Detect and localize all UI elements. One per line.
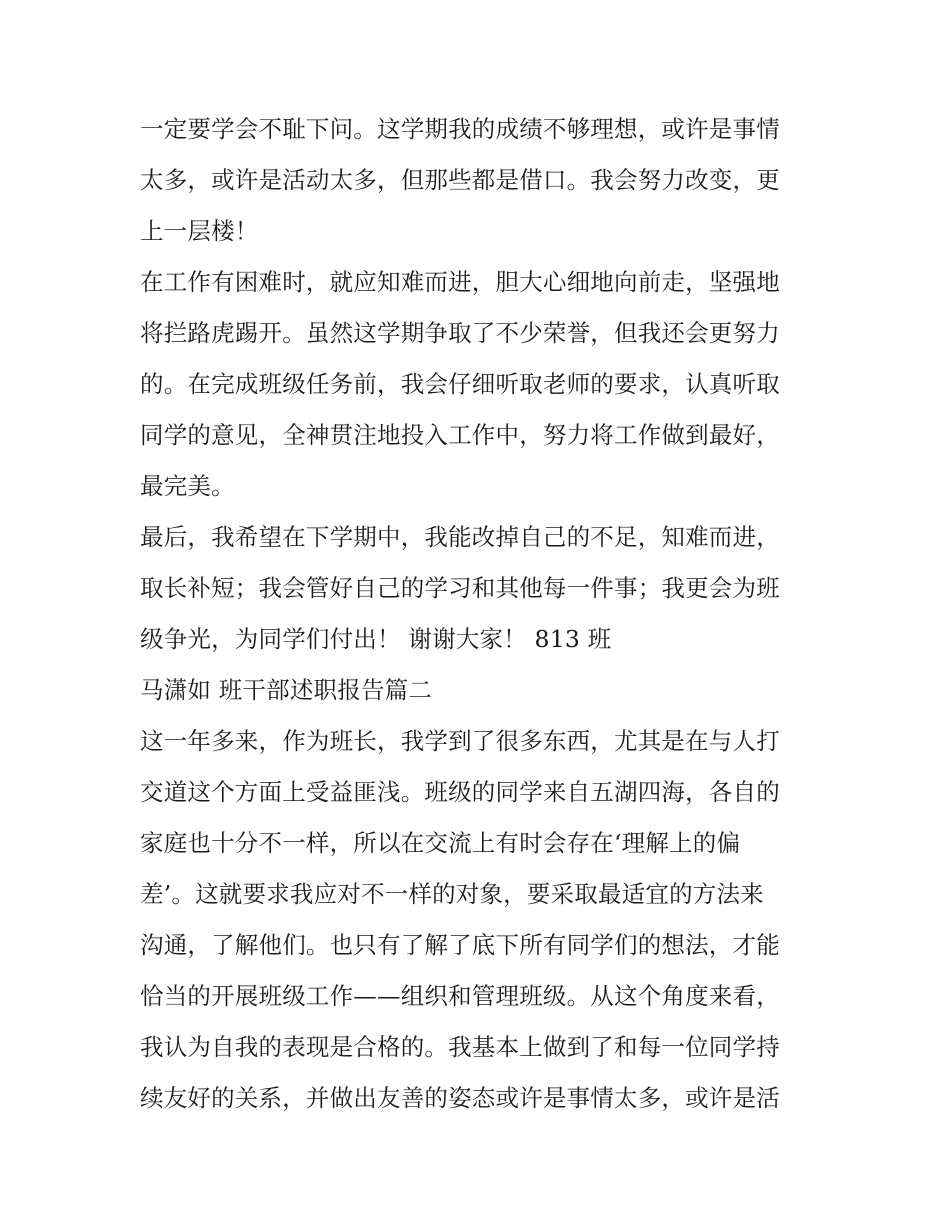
text-line: 将拦路虎踢开。虽然这学期争取了不少荣誉，但我还会更努力 (140, 319, 780, 347)
document-body (140, 104, 820, 1124)
text-line: 的。在完成班级任务前，我会仔细听取老师的要求，认真听取 (140, 370, 780, 398)
text-line: 续友好的关系，并做出友善的姿态或许是事情太多，或许是活 (140, 1084, 780, 1112)
text-line: 最后，我希望在下学期中，我能改掉自己的不足，知难而进， (140, 523, 780, 551)
text-line: 级争光，为同学们付出！ 谢谢大家！ 813 班 (140, 625, 612, 653)
text-line: 这一年多来，作为班长，我学到了很多东西，尤其是在与人打 (140, 727, 780, 755)
text-line: 差’。这就要求我应对不一样的对象，要采取最适宜的方法来 (140, 880, 764, 908)
text-line: 最完美。 (140, 472, 235, 500)
text-line: 一定要学会不耻下问。这学期我的成绩不够理想，或许是事情 (140, 115, 780, 143)
text-line: 沟通，了解他们。也只有了解了底下所有同学们的想法，才能 (140, 931, 780, 959)
text-line: 上一层楼！ (140, 217, 259, 245)
text-line: 交道这个方面上受益匪浅。班级的同学来自五湖四海，各自的 (140, 778, 780, 806)
text-line: 取长补短；我会管好自己的学习和其他每一件事；我更会为班 (140, 574, 780, 602)
text-line: 我认为自我的表现是合格的。我基本上做到了和每一位同学持 (140, 1033, 780, 1061)
text-line: 太多，或许是活动太多，但那些都是借口。我会努力改变，更 (140, 166, 780, 194)
text-line: 恰当的开展班级工作——组织和管理班级。从这个角度来看， (140, 982, 780, 1010)
section-heading: 马潇如 班干部述职报告篇二 (140, 676, 433, 704)
text-line: 在工作有困难时，就应知难而进，胆大心细地向前走，坚强地 (140, 268, 780, 296)
text-line: 家庭也十分不一样，所以在交流上有时会存在‘理解上的偏 (140, 829, 741, 857)
text-line: 同学的意见，全神贯注地投入工作中，努力将工作做到最好， (140, 421, 780, 449)
